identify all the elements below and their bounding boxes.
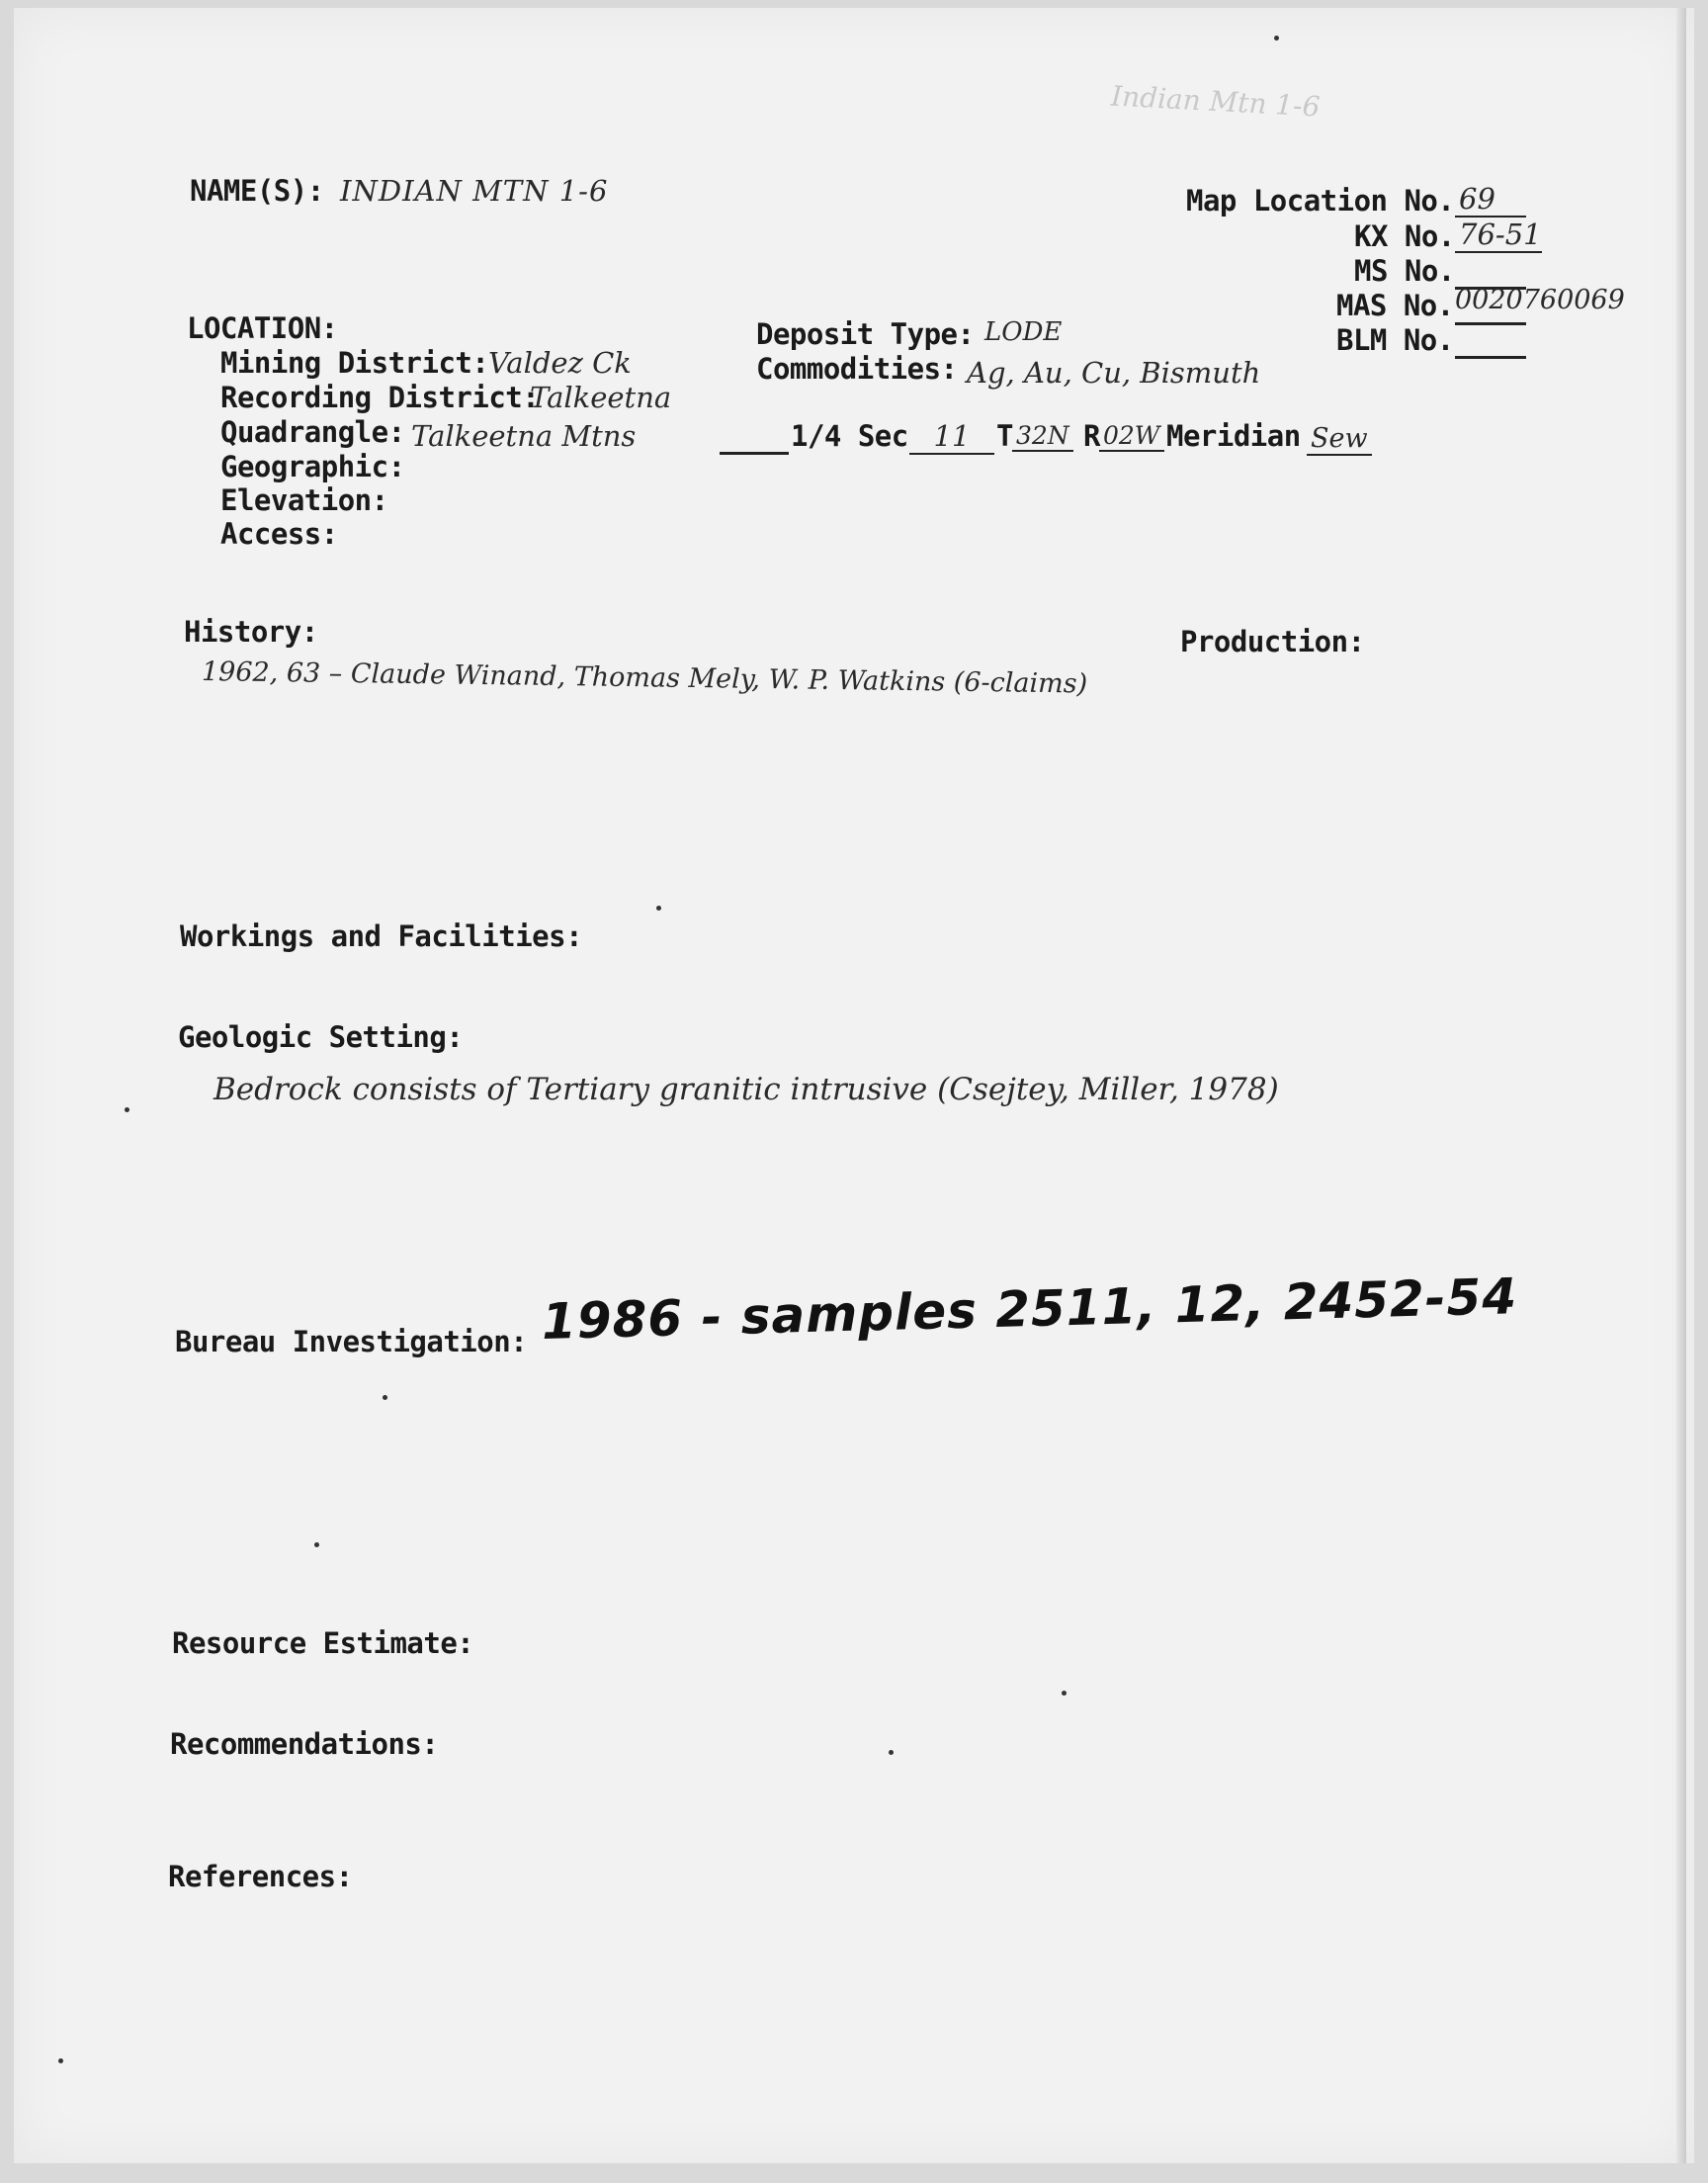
history-label: History: bbox=[184, 615, 318, 649]
speck bbox=[656, 906, 661, 911]
quadrangle-label: Quadrangle: bbox=[220, 415, 405, 449]
location-heading: LOCATION: bbox=[187, 311, 338, 345]
references-label: References: bbox=[168, 1860, 353, 1893]
kx-value: 76-51 bbox=[1455, 218, 1542, 253]
mining-district-value: Valdez Ck bbox=[488, 346, 632, 380]
bureau-text: 1986 - samples 2511, 12, 2452-54 bbox=[541, 1267, 1518, 1351]
map-location-label: Map Location No. bbox=[1186, 184, 1455, 218]
workings-label: Workings and Facilities: bbox=[180, 919, 583, 953]
recommendations-label: Recommendations: bbox=[170, 1727, 439, 1761]
recording-district-value: Talkeetna bbox=[530, 381, 672, 414]
bleed-through-text: Indian Mtn 1-6 bbox=[1110, 79, 1322, 124]
blm-blank-line bbox=[1455, 356, 1526, 359]
commodities-value: Ag, Au, Cu, Bismuth bbox=[967, 356, 1261, 390]
quadrangle-value: Talkeetna Mtns bbox=[411, 419, 637, 453]
speck bbox=[383, 1395, 387, 1400]
speck bbox=[1062, 1691, 1067, 1696]
township-value: 32N bbox=[1012, 421, 1073, 452]
range-value: 02W bbox=[1099, 421, 1164, 452]
deposit-type-value: LODE bbox=[984, 317, 1063, 347]
geologic-text: Bedrock consists of Tertiary granitic intrusive (Csejtey, Miller, 1978) bbox=[214, 1072, 1279, 1107]
meridian-label: Meridian bbox=[1166, 419, 1301, 453]
bureau-label: Bureau Investigation: bbox=[175, 1325, 528, 1358]
speck bbox=[58, 2058, 63, 2063]
geologic-label: Geologic Setting: bbox=[178, 1020, 464, 1054]
deposit-type-label: Deposit Type: bbox=[756, 317, 975, 351]
speck bbox=[1274, 36, 1279, 41]
kx-label: KX No. bbox=[1354, 219, 1455, 253]
blm-label: BLM No. bbox=[1336, 323, 1454, 357]
township-label: T bbox=[996, 419, 1013, 453]
production-label: Production: bbox=[1180, 625, 1365, 658]
page-edge-shadow bbox=[1676, 8, 1686, 2163]
speck bbox=[889, 1750, 894, 1755]
quarter-blank-line bbox=[720, 452, 789, 455]
geographic-label: Geographic: bbox=[220, 450, 405, 483]
scanned-page bbox=[14, 8, 1694, 2163]
access-label: Access: bbox=[220, 517, 338, 551]
ms-label: MS No. bbox=[1354, 254, 1455, 288]
mining-district-label: Mining District: bbox=[220, 346, 489, 380]
meridian-value: Sew bbox=[1307, 423, 1372, 456]
commodities-label: Commodities: bbox=[756, 352, 958, 386]
history-entry: 1962, 63 – Claude Winand, Thomas Mely, W. P. Watkins (6-claims) bbox=[201, 656, 1088, 700]
names-label: NAME(S): bbox=[190, 174, 324, 208]
range-label: R bbox=[1083, 419, 1100, 453]
speck bbox=[314, 1542, 319, 1547]
section-value: 11 bbox=[909, 419, 994, 455]
quarter-section-label: 1/4 Sec bbox=[791, 419, 908, 453]
resource-estimate-label: Resource Estimate: bbox=[172, 1626, 474, 1660]
mas-label: MAS No. bbox=[1336, 289, 1454, 322]
elevation-label: Elevation: bbox=[220, 483, 388, 517]
mas-blank-line bbox=[1455, 322, 1526, 325]
names-value: INDIAN MTN 1-6 bbox=[340, 174, 609, 208]
speck bbox=[125, 1107, 129, 1112]
mas-value: 0020760069 bbox=[1455, 285, 1625, 315]
map-location-value: 69 bbox=[1455, 182, 1526, 218]
recording-district-label: Recording District: bbox=[220, 381, 540, 414]
